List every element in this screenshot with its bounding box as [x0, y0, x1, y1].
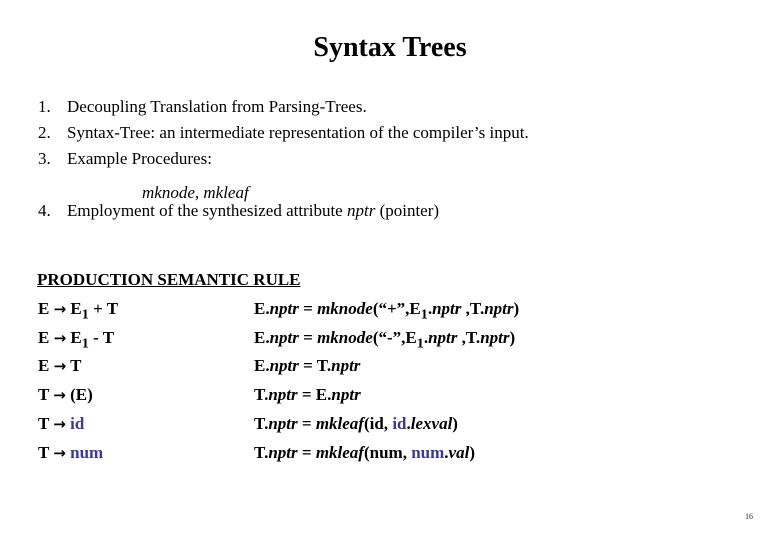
- list-text: Employment of the synthesized attribute nptr (pointer): [67, 201, 440, 220]
- production: T → num: [38, 443, 104, 462]
- arrow-icon: →: [53, 357, 67, 375]
- production: T → (E): [38, 385, 93, 404]
- semantic-rule: E.nptr = $mknode(“-”,E_1.nptr$ ,T.nptr): [254, 328, 516, 352]
- semantic-rule: E.nptr = T.nptr: [254, 356, 361, 375]
- production: T → id: [38, 414, 85, 433]
- list-number: 2.: [38, 123, 51, 142]
- arrow-icon: →: [53, 444, 66, 462]
- page-number: 16: [745, 512, 753, 521]
- production: $E \to E_1 + T$: [38, 299, 119, 323]
- semantic-rule: T.nptr = mkleaf(id, id.lexval): [254, 414, 458, 433]
- production: $E \to E_1 - T$: [38, 328, 115, 352]
- arrow-icon: →: [53, 386, 66, 404]
- list-text: Decoupling Translation from Parsing-Trees.: [67, 97, 367, 116]
- list-text: Syntax-Tree: an intermediate representation of the compiler’s input.: [67, 123, 529, 142]
- semantic-rule: T.nptr = E.nptr: [254, 385, 361, 404]
- list-number: 1.: [38, 97, 51, 116]
- semantic-rule: T.nptr = mkleaf(num, num.val): [254, 443, 475, 462]
- table-header: PRODUCTION SEMANTIC RULE: [37, 270, 301, 289]
- arrow-icon: →: [53, 415, 66, 433]
- slide-title: Syntax Trees: [313, 32, 467, 63]
- production: E → T: [38, 356, 82, 375]
- list-number: 4.: [38, 201, 51, 220]
- arrow-icon: →: [53, 329, 67, 347]
- procedure-names: mknode, mkleaf: [142, 183, 249, 202]
- list-number: 3.: [38, 149, 51, 168]
- semantic-rule: E.nptr = $mknode(“+”,E_1.nptr$ ,T.nptr): [254, 299, 520, 323]
- list-text: Example Procedures:: [67, 149, 212, 168]
- arrow-icon: →: [53, 300, 67, 318]
